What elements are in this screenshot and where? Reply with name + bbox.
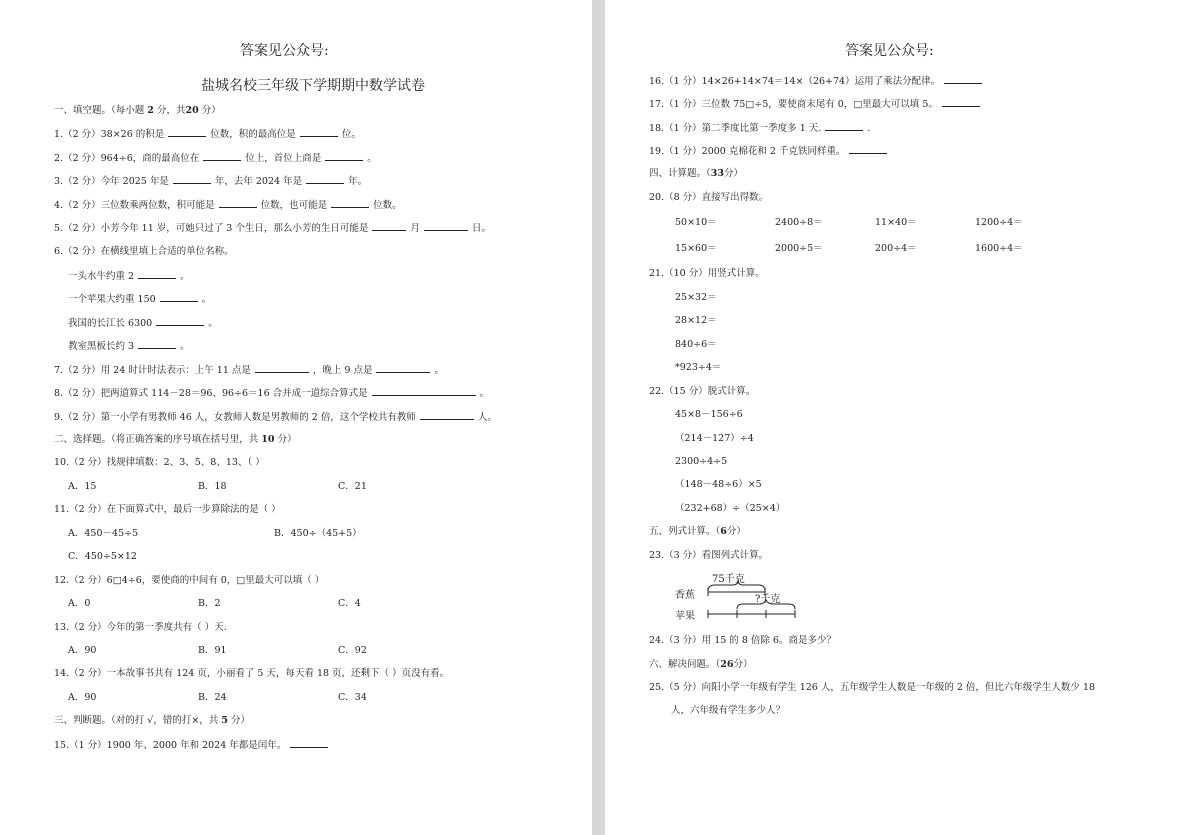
answer-blank[interactable] bbox=[944, 74, 982, 84]
answer-blank[interactable] bbox=[376, 363, 430, 373]
option-b[interactable]: B．24 bbox=[198, 692, 227, 703]
answer-blank[interactable] bbox=[420, 410, 474, 420]
calc-item: 25×32＝ bbox=[675, 292, 717, 303]
answer-blank[interactable] bbox=[825, 121, 863, 131]
answer-blank[interactable] bbox=[331, 198, 369, 208]
question-6a: 一头水牛约重 2 。 bbox=[68, 271, 190, 282]
calc-item: 45×8－156÷6 bbox=[675, 409, 743, 420]
question-25-cont: 人，六年级有学生多少人？ bbox=[671, 705, 786, 716]
calc-item: *923÷4＝ bbox=[675, 362, 722, 373]
question-7: 7.（2 分）用 24 时计时法表示：上午 11 点是 ，晚上 9 点是 。 bbox=[54, 365, 444, 376]
question-6: 6.（2 分）在横线里填上合适的单位名称。 bbox=[54, 246, 234, 257]
question-13: 13.（2 分）今年的第一季度共有（ ）天． bbox=[54, 622, 234, 633]
question-6d: 教室黑板长约 3 。 bbox=[68, 341, 190, 352]
option-a[interactable]: A．0 bbox=[68, 598, 91, 609]
option-a[interactable]: A．450－45÷5 bbox=[68, 528, 139, 539]
answer-blank[interactable] bbox=[372, 221, 406, 231]
question-9: 9.（2 分）第一小学有男教师 46 人，女教师人数是男教师的 2 倍，这个学校共有教师 人。 bbox=[54, 412, 497, 423]
question-12: 12.（2 分）6□4÷6，要使商的中间有 0，□里最大可以填（ ） bbox=[54, 575, 325, 586]
question-25: 25.（5 分）向阳小学一年级有学生 126 人，五年级学生人数是一年级的 2 倍，但比六年级学生人数少 18 bbox=[649, 682, 1096, 693]
calc-item: （214－127）÷4 bbox=[675, 433, 754, 444]
question-18: 18.（1 分）第二季度比第一季度多 1 天. . bbox=[649, 123, 871, 134]
section-1-heading: 一、填空题。（每小题 2 分，共20 分） bbox=[54, 105, 221, 116]
answer-blank[interactable] bbox=[219, 198, 257, 208]
calc-item: 2400÷8＝ bbox=[775, 217, 823, 228]
answer-blank[interactable] bbox=[942, 97, 980, 107]
exam-page-left bbox=[0, 0, 592, 835]
answer-blank[interactable] bbox=[300, 127, 338, 137]
diagram-label-question: ?千克 bbox=[755, 594, 781, 605]
calc-item: （232+68）÷（25×4） bbox=[675, 503, 786, 514]
question-2: 2.（2 分）964÷6，商的最高位在 位上，首位上商是 。 bbox=[54, 153, 377, 164]
line-segment-diagram bbox=[667, 570, 797, 625]
answer-blank[interactable] bbox=[306, 174, 344, 184]
calc-item: 50×10＝ bbox=[675, 217, 717, 228]
answer-blank[interactable] bbox=[160, 292, 198, 302]
section-4-heading: 四、计算题。（33分） bbox=[649, 168, 744, 179]
question-1: 1.（2 分）38×26 的积是 位数，积的最高位是 位。 bbox=[54, 129, 361, 140]
page-header: 答案见公众号: bbox=[240, 43, 329, 59]
answer-blank[interactable] bbox=[325, 151, 363, 161]
question-20: 20.（8 分）直接写出得数。 bbox=[649, 192, 769, 203]
answer-blank[interactable] bbox=[203, 151, 241, 161]
option-a[interactable]: A．90 bbox=[68, 692, 97, 703]
diagram-label-top: 75千克 bbox=[712, 574, 745, 585]
option-c[interactable]: C．4 bbox=[338, 598, 361, 609]
section-3-heading: 三、判断题。（对的打 √，错的打×，共 5 分） bbox=[54, 715, 250, 726]
option-c[interactable]: C．450÷5×12 bbox=[68, 551, 137, 562]
question-5: 5.（2 分）小芳今年 11 岁，可她只过了 3 个生日，那么小芳的生日可能是 月 日。 bbox=[54, 223, 491, 234]
page-header: 答案见公众号: bbox=[845, 43, 934, 59]
calc-item: 15×60＝ bbox=[675, 243, 717, 254]
option-c[interactable]: C．92 bbox=[338, 645, 367, 656]
calc-item: 1600÷4＝ bbox=[975, 243, 1023, 254]
section-2-heading: 二、选择题。（将正确答案的序号填在括号里，共 10 分） bbox=[54, 434, 297, 445]
question-3: 3.（2 分）今年 2025 年是 年，去年 2024 年是 年。 bbox=[54, 176, 368, 187]
exam-page-right bbox=[605, 0, 1197, 835]
option-c[interactable]: C．21 bbox=[338, 481, 367, 492]
option-b[interactable]: B．91 bbox=[198, 645, 227, 656]
calc-item: 2000÷5＝ bbox=[775, 243, 823, 254]
option-a[interactable]: A．15 bbox=[68, 481, 97, 492]
question-21: 21.（10 分）用竖式计算。 bbox=[649, 268, 765, 279]
answer-blank[interactable] bbox=[255, 363, 309, 373]
question-16: 16.（1 分）14×26+14×74＝14×（26+74）运用了乘法分配律。 bbox=[649, 74, 986, 88]
question-17: 17.（1 分）三位数 75□÷5，要使商末尾有 0，□里最大可以填 5。 bbox=[649, 97, 984, 111]
calc-item: 11×40＝ bbox=[875, 217, 917, 228]
question-14: 14.（2 分）一本故事书共有 124 页，小丽看了 5 天，每天看 18 页，还剩下（ ）页没有看。 bbox=[54, 668, 450, 679]
option-c[interactable]: C．34 bbox=[338, 692, 367, 703]
option-b[interactable]: B．18 bbox=[198, 481, 227, 492]
answer-blank[interactable] bbox=[372, 386, 476, 396]
option-a[interactable]: A．90 bbox=[68, 645, 97, 656]
diagram-lines bbox=[667, 570, 797, 625]
question-8: 8.（2 分）把两道算式 114－28＝96、96÷6＝16 合并成一道综合算式是 。 bbox=[54, 388, 490, 399]
section-5-heading: 五、列式计算。（6分） bbox=[649, 526, 746, 537]
answer-blank[interactable] bbox=[290, 738, 328, 748]
calc-item: 840÷6＝ bbox=[675, 339, 717, 350]
calc-item: 28×12＝ bbox=[675, 315, 717, 326]
diagram-label-banana: 香蕉 bbox=[675, 590, 695, 601]
calc-item: 200÷4＝ bbox=[875, 243, 917, 254]
option-b[interactable]: B．450÷（45+5） bbox=[274, 528, 362, 539]
question-23: 23.（3 分）看图列式计算。 bbox=[649, 550, 769, 561]
page-gutter bbox=[592, 0, 605, 835]
question-24: 24.（3 分）用 15 的 8 倍除 6。商是多少？ bbox=[649, 635, 836, 646]
calc-item: 2300÷4÷5 bbox=[675, 456, 728, 467]
question-19: 19.（1 分）2000 克棉花和 2 千克铁同样重。 bbox=[649, 144, 891, 158]
exam-title: 盐城名校三年级下学期期中数学试卷 bbox=[201, 78, 425, 94]
question-15: 15.（1 分）1900 年、2000 年和 2024 年都是闰年。 bbox=[54, 738, 332, 752]
answer-blank[interactable] bbox=[424, 221, 468, 231]
answer-blank[interactable] bbox=[138, 339, 176, 349]
section-6-heading: 六、解决问题。（26分） bbox=[649, 659, 753, 670]
question-6b: 一个苹果大约重 150 。 bbox=[68, 294, 212, 305]
question-6c: 我国的长江长 6300 。 bbox=[68, 318, 218, 329]
diagram-label-apple: 苹果 bbox=[675, 611, 695, 622]
question-11: 11.（2 分）在下面算式中，最后一步算除法的是（ ） bbox=[54, 504, 281, 515]
answer-blank[interactable] bbox=[849, 144, 887, 154]
question-4: 4.（2 分）三位数乘两位数，积可能是 位数，也可能是 位数。 bbox=[54, 200, 402, 211]
answer-blank[interactable] bbox=[156, 316, 204, 326]
option-b[interactable]: B．2 bbox=[198, 598, 221, 609]
question-10: 10.（2 分）找规律填数：2、3、5、8、13、（ ） bbox=[54, 457, 265, 468]
question-22: 22.（15 分）脱式计算。 bbox=[649, 386, 756, 397]
answer-blank[interactable] bbox=[138, 269, 176, 279]
calc-item: 1200÷4＝ bbox=[975, 217, 1023, 228]
calc-item: （148－48÷6）×5 bbox=[675, 479, 762, 490]
answer-blank[interactable] bbox=[173, 174, 211, 184]
answer-blank[interactable] bbox=[168, 127, 206, 137]
